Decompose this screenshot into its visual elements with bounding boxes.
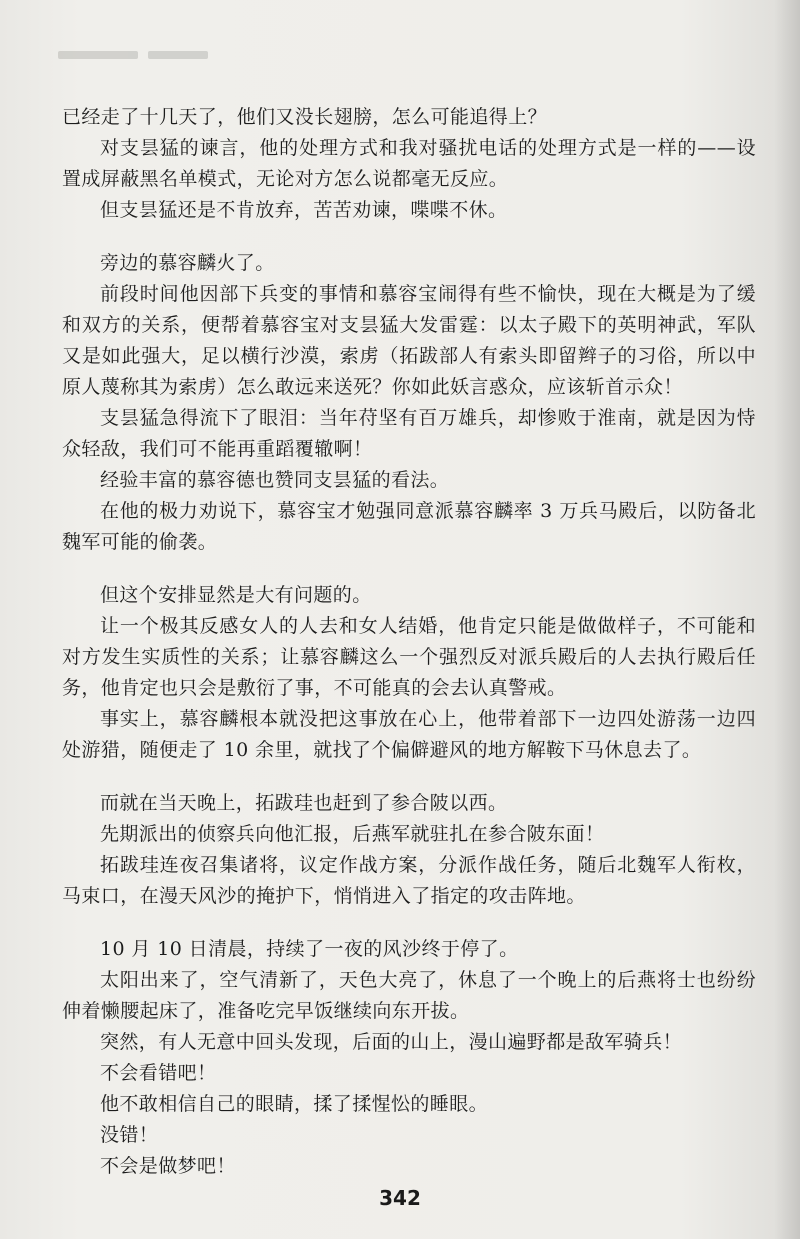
paragraph: 让一个极其反感女人的人去和女人结婚，他肯定只能是做做样子，不可能和对方发生实质性的关系；让慕容麟这么一个强烈反对派兵殿后的人去执行殿后任务，他肯定也只会是敷衍了事，不可能真的会去认真警戒。 (62, 615, 756, 699)
paragraph: 没错！ (100, 1124, 159, 1146)
section-gap (62, 226, 756, 248)
paragraph: 对支昙猛的谏言，他的处理方式和我对骚扰电话的处理方式是一样的——设置成屏蔽黑名单模式，无论对方怎么说都毫无反应。 (62, 137, 756, 190)
paragraph: 突然，有人无意中回头发现，后面的山上，漫山遍野都是敌军骑兵！ (100, 1031, 683, 1053)
paragraph: 他不敢相信自己的眼睛，揉了揉惺忪的睡眼。 (100, 1093, 489, 1115)
section-gap (62, 766, 756, 788)
paragraph: 而就在当天晚上，拓跋珪也赶到了参合陂以西。 (100, 792, 508, 814)
paragraph: 已经走了十几天了，他们又没长翅膀，怎么可能追得上？ (62, 106, 548, 128)
paragraph: 在他的极力劝说下，慕容宝才勉强同意派慕容麟率 3 万兵马殿后，以防备北魏军可能的偷袭。 (62, 500, 756, 553)
paragraph: 经验丰富的慕容德也赞同支昙猛的看法。 (100, 469, 450, 491)
paragraph: 不会看错吧！ (100, 1062, 217, 1084)
page-edge-shadow (774, 0, 800, 1239)
paragraph: 拓跋珪连夜召集诸将，议定作战方案，分派作战任务，随后北魏军人衔枚，马束口，在漫天风沙的掩护下，悄悄进入了指定的攻击阵地。 (62, 854, 756, 907)
paragraph: 太阳出来了，空气清新了，天色大亮了，休息了一个晚上的后燕将士也纷纷伸着懒腰起床了，准备吃完早饭继续向东开拔。 (62, 969, 756, 1022)
page-number: 342 (379, 1186, 421, 1210)
section-gap (62, 558, 756, 580)
paragraph: 10 月 10 日清晨，持续了一夜的风沙终于停了。 (100, 938, 519, 960)
paragraph: 前段时间他因部下兵变的事情和慕容宝闹得有些不愉快，现在大概是为了缓和双方的关系，便帮着慕容宝对支昙猛大发雷霆：以太子殿下的英明神武，军队又是如此强大，足以横行沙漠，索虏（拓跋部人有索头即留辫子的习俗，所以中原人蔑称其为索虏）怎么敢远来送死？你如此妖言惑众，应该斩首示众！ (62, 283, 756, 398)
paragraph: 不会是做梦吧！ (100, 1155, 236, 1177)
paragraph: 旁边的慕容麟火了。 (100, 252, 275, 274)
paragraph: 事实上，慕容麟根本就没把这事放在心上，他带着部下一边四处游荡一边四处游猎，随便走了 10 余里，就找了个偏僻避风的地方解鞍下马休息去了。 (62, 708, 756, 761)
section-gap (62, 912, 756, 934)
paragraph: 但这个安排显然是大有问题的。 (100, 584, 372, 606)
bleed-through-header (58, 44, 248, 58)
paragraph: 先期派出的侦察兵向他汇报，后燕军就驻扎在参合陂东面！ (100, 823, 605, 845)
paragraph: 但支昙猛还是不肯放弃，苦苦劝谏，喋喋不休。 (100, 199, 508, 221)
body-text (62, 102, 756, 1182)
paragraph: 支昙猛急得流下了眼泪：当年苻坚有百万雄兵，却惨败于淮南，就是因为恃众轻敌，我们可不能再重蹈覆辙啊！ (62, 407, 756, 460)
